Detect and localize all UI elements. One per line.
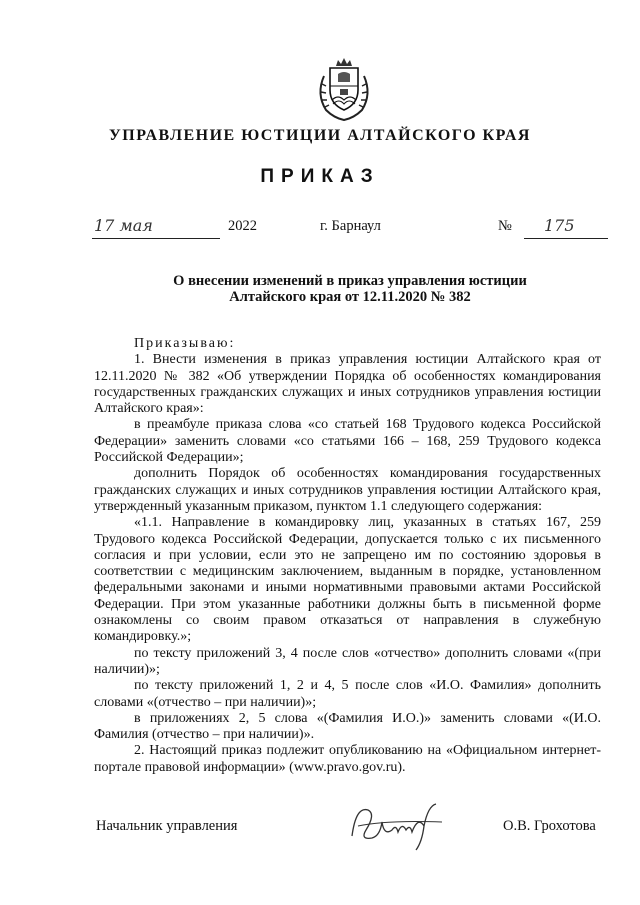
document-body (94, 336, 601, 776)
paragraph-2: в преамбуле приказа слова «со статьей 168 Трудового кодекса Российской Федерации» заменить словами «со статьями 166 – 168, 259 Трудового кодекса Российской Федерации»; (94, 417, 601, 466)
organization-name: УПРАВЛЕНИЕ ЮСТИЦИИ АЛТАЙСКОГО КРАЯ (109, 127, 531, 144)
signature-icon (346, 796, 456, 852)
date-field (92, 216, 220, 239)
document-subject (100, 273, 600, 305)
subject-line-2: Алтайского края от 12.11.2020 № 382 (229, 289, 471, 305)
number-sign: № (498, 218, 512, 234)
document-type: ПРИКАЗ (260, 166, 380, 187)
paragraph-8: 2. Настоящий приказ подлежит опубликованию на «Официальном интернет-портале правовой информации» (www.pravo.gov.ru). (94, 743, 601, 775)
handwritten-number: 175 (544, 216, 575, 235)
paragraph-4: «1.1. Направление в командировку лиц, указанных в статьях 167, 259 Трудового кодекса Российской Федерации, допускается только с их письменного согласия и при условии, если это не запрещено им по состоянию здоровья в соответствии с медицинским заключением, выданным в порядке, установленном федеральными законами и иными нормативными правовыми актами Российской Федерации. При этом указанные работники должны быть в письменной форме ознакомлены со своим правом отказаться от направления в служебную командировку.»; (94, 515, 601, 645)
signatory-name: О.В. Грохотова (503, 818, 596, 834)
order-intro: Приказываю: (134, 336, 236, 351)
signatory-role: Начальник управления (96, 818, 238, 834)
subject-line-1: О внесении изменений в приказ управления юстиции (173, 273, 527, 289)
paragraph-6: по тексту приложений 1, 2 и 4, 5 после слов «И.О. Фамилия» дополнить словами «(отчество – при наличии)»; (94, 678, 601, 710)
paragraph-3: дополнить Порядок об особенностях командирования государственных гражданских служащих и иных сотрудников управления юстиции Алтайского края, утвержденный указанным приказом, пунктом 1.1 следующего содержания: (94, 466, 601, 514)
city: г. Барнаул (320, 218, 381, 234)
paragraph-1: 1. Внести изменения в приказ управления юстиции Алтайского края от 12.11.2020 № 382 «Об утверждении Порядка об особенностях командирования государственных гражданских служащих и иных сотрудников управления юстиции Алтайского края»: (94, 352, 601, 417)
year: 2022 (228, 218, 257, 234)
number-field (524, 216, 608, 239)
paragraph-7: в приложениях 2, 5 слова «(Фамилия И.О.)» заменить словами «(И.О. Фамилия (отчество – при наличии)». (94, 710, 601, 743)
paragraph-5: по тексту приложений 3, 4 после слов «отчество» дополнить словами «(при наличии)»; (94, 645, 601, 677)
handwritten-date: 17 мая (94, 216, 153, 235)
coat-of-arms-icon (314, 56, 374, 122)
